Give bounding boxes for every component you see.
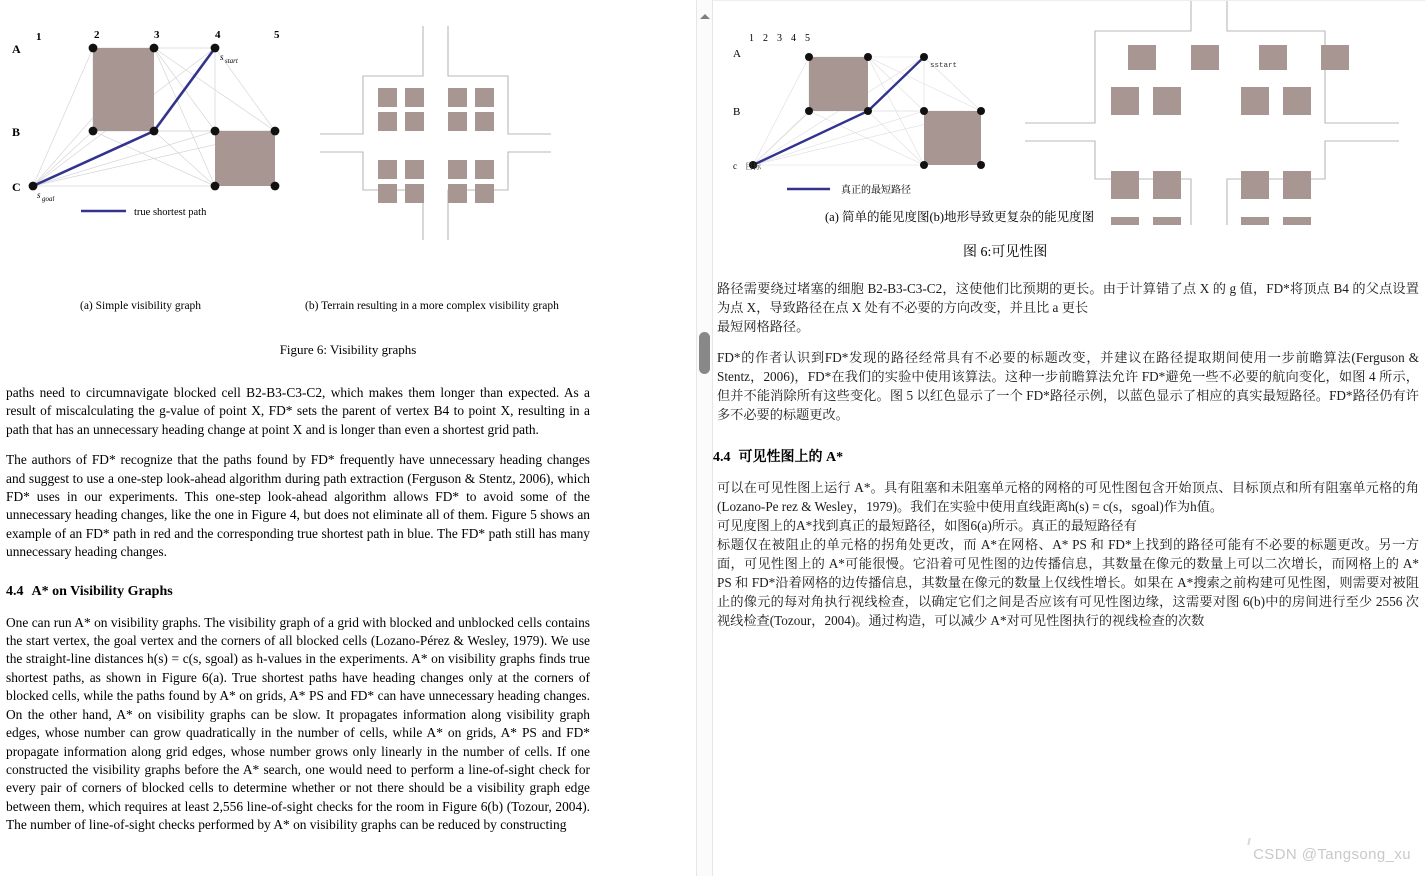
zh-paragraph-3: FD*的作者认识到FD*发现的路径经常具有不必要的标题改变，并建议在路径提取期间使用一步前瞻算法(Ferguson & Stentz，2006)，FD*在我们的实验中使用该算法。这种一步前瞻算法允许 FD*避免一些不必要的航向变化，如图 4 所示，但并不能消除所有这些变化。图 5 以红色显示了一个 FD*路径示例，以蓝色显示了相应的真实最短路径。FD*路径仍有许多不必要的标题更改。: [717, 350, 1419, 422]
zh-legend-label: 真正的最短路径: [841, 185, 911, 196]
start-sublabel: start: [225, 57, 238, 65]
zh-block-3: [713, 478, 1425, 630]
zh-paragraph-5: 可见度图上的A*找到真正的最短路径，如图6(a)所示。真正的最短路径有: [717, 518, 1137, 533]
zh-section-number: 4.4: [713, 450, 731, 465]
scrollbar-thumb[interactable]: [699, 332, 710, 374]
translated-figure-caption: 图 6:可见性图: [963, 245, 1048, 260]
zh-terrain-walls: [1025, 0, 1399, 225]
translated-body-text: [713, 279, 1425, 642]
original-body-text: [6, 384, 590, 835]
col-label-4: 4: [215, 29, 221, 41]
paper-page: [0, 0, 696, 847]
row-label-c: C: [12, 180, 21, 194]
paragraph-1: paths need to circumnavigate blocked cell B2-B3-C3-C2, which makes them longer than expected. As a result of miscalculating the g-value of point X, FD* sets the parent of vertex B4 to point X, resulting in a path that has an unnecessary heading change at point X and is longer than even a shortest grid path.: [6, 385, 590, 437]
zh-col-label-1: 1: [749, 33, 754, 44]
zh-section-heading-4-4: [713, 446, 1425, 466]
paragraph-3: One can run A* on visibility graphs. The visibility graph of a grid with blocked and unblocked cells contains the start vertex, the goal vertex and the corners of all blocked cells (Lozano-Pérez & Wesley, 1979). We use the straight-line distances h(s) = c(s, sgoal) as h-values in the experiments. A* on visibility graphs finds true shortest paths, as shown in Figure 6(a). True shortest paths have heading changes only at the corners of blocked cells, while the paths found by A* on grids, A* PS and FD* can have unnecessary heading changes. On the other hand, A* on visibility graphs can be slow. It propagates information along visibility graph edges, whose number can grow quadratically in the number of cells, while A* on grids, A* PS and FD* propagate information along grid edges, whose number grows only linearly in the number of cells. If one constructed the visibility graphs before the A* search, one would need to perform a line-of-sight check for every pair of corners of blocked cells to determine whether or not there should be a visibility graph edge between them, which requires at least 2,556 line-of-sight checks for the room in Figure 6(b) (Tozour, 2004). The number of line-of-sight checks performed by A* on visibility graphs can be reduced by constructing: [6, 614, 590, 833]
col-label-1: 1: [36, 31, 42, 43]
goal-label: s: [37, 190, 41, 200]
col-label-3: 3: [154, 29, 160, 41]
start-label: s: [220, 52, 224, 62]
zh-terrain-blocks: [1111, 45, 1349, 225]
col-label-2: 2: [94, 29, 100, 41]
translated-figure-6a: [725, 19, 1015, 199]
section-heading-4-4: [6, 584, 590, 600]
zh-col-label-5: 5: [805, 33, 810, 44]
scroll-up-arrow-icon[interactable]: [700, 14, 710, 19]
vertical-scrollbar[interactable]: [696, 0, 713, 876]
zh-blocked-cell-upper: [809, 57, 868, 111]
figure-subcaptions: [0, 300, 696, 322]
row-label-b: B: [12, 125, 21, 139]
zh-paragraph-2: 最短网格路径。: [717, 319, 810, 334]
zh-blocked-cell-lower: [924, 111, 981, 165]
zh-block-2: [713, 348, 1425, 424]
zh-col-label-3: 3: [777, 33, 782, 44]
zh-paragraph-4: 可以在可见性图上运行 A*。具有阻塞和未阻塞单元格的网格的可见性图包含开始顶点、目标顶点和所有阻塞单元格的角(Lozano-Pe rez & Wesley，1979)。我们在实验中使用直线距离h(s) = c(s，sgoal)作为h值。: [717, 480, 1419, 514]
section-title: A* on Visibility Graphs: [31, 583, 173, 599]
figure-6a-visibility-graph: [6, 18, 306, 258]
row-label-a: A: [12, 42, 21, 56]
zh-row-label-c: c: [733, 161, 737, 171]
figure-6-caption: Figure 6: Visibility graphs: [279, 342, 417, 357]
translated-figure-6b: [1013, 0, 1425, 225]
translated-figure-subcaption: (a) 简单的能见度图(b)地形导致更复杂的能见度图: [825, 210, 1095, 224]
zh-paragraph-1: 路径需要绕过堵塞的细胞 B2-B3-C3-C2，这使他们比预期的更长。由于计算错了点 X 的 g 值，FD*将顶点 B4 的父点设置为点 X，导致路径在点 X 处有不必要的方向改变，并且比 a 更长: [717, 281, 1419, 315]
figure-6b-terrain: [308, 8, 598, 258]
terrain-walls: [320, 26, 551, 240]
zh-col-label-4: 4: [791, 33, 796, 44]
translated-figure-row: [713, 1, 1425, 260]
zh-goal-label: 目标: [745, 162, 761, 171]
figure-6-row: [0, 0, 696, 300]
figure-6a-subcaption: (a) Simple visibility graph: [80, 300, 202, 312]
terrain-blocks: [378, 88, 494, 203]
goal-sublabel: goal: [42, 195, 55, 203]
watermark-tick: [1247, 838, 1250, 845]
zh-paragraph-6: 标题仅在被阻止的单元格的拐角处更改，而 A*在网格、A* PS 和 FD*上找到的路径可能有不必要的标题更改。另一方面，可见性图上的 A*可能很慢。它沿着可见性图的边传播信息，其数量在像元的数量上可以二次增长，而网格上的 A* PS 和 FD*沿着网格的边传播信息，其数量在像元的数量上仅线性增长。如果在 A*搜索之前构建可见性图，则需要对被阻止的像元的每对角执行视线检查，以确定它们之间是否应该有可见性图边缘，这需要对图 6(b)中的房间进行至少 2556 次视线检查(Tozour，2004)。通过构造，可以减少 A*对可见性图执行的视线检查的次数: [717, 537, 1419, 628]
zh-section-title: 可见性图上的 A*: [738, 450, 844, 465]
original-document-pane[interactable]: [0, 0, 696, 876]
translated-document-pane[interactable]: [713, 0, 1425, 877]
col-label-5: 5: [274, 29, 280, 41]
zh-row-label-a: A: [733, 48, 741, 60]
section-number: 4.4: [6, 583, 24, 599]
figure-6b-subcaption: (b) Terrain resulting in a more complex visibility graph: [305, 300, 559, 312]
blocked-cell-lower: [215, 131, 275, 186]
zh-start-label: sstart: [930, 62, 958, 70]
csdn-watermark: CSDN @Tangsong_xu: [1253, 846, 1411, 863]
legend-label: true shortest path: [134, 207, 207, 218]
blocked-cell-upper: [93, 48, 154, 131]
zh-block-1: [713, 279, 1425, 336]
zh-col-label-2: 2: [763, 33, 768, 44]
zh-row-label-b: B: [733, 106, 741, 118]
paragraph-2: The authors of FD* recognize that the paths found by FD* frequently have unnecessary heading changes and suggest to use a one-step look-ahead algorithm during path extraction (Ferguson & Stentz, 2006), which FD* uses in our experiments. This one-step look-ahead algorithm allows FD* to avoid some of the unnecessary heading changes, like the one in Figure 4, but does not eliminate all of them. Figure 5 shows an example of an FD* path in red and the corresponding true shortest path in blue. The FD* path still has many unnecessary heading changes.: [6, 452, 590, 560]
